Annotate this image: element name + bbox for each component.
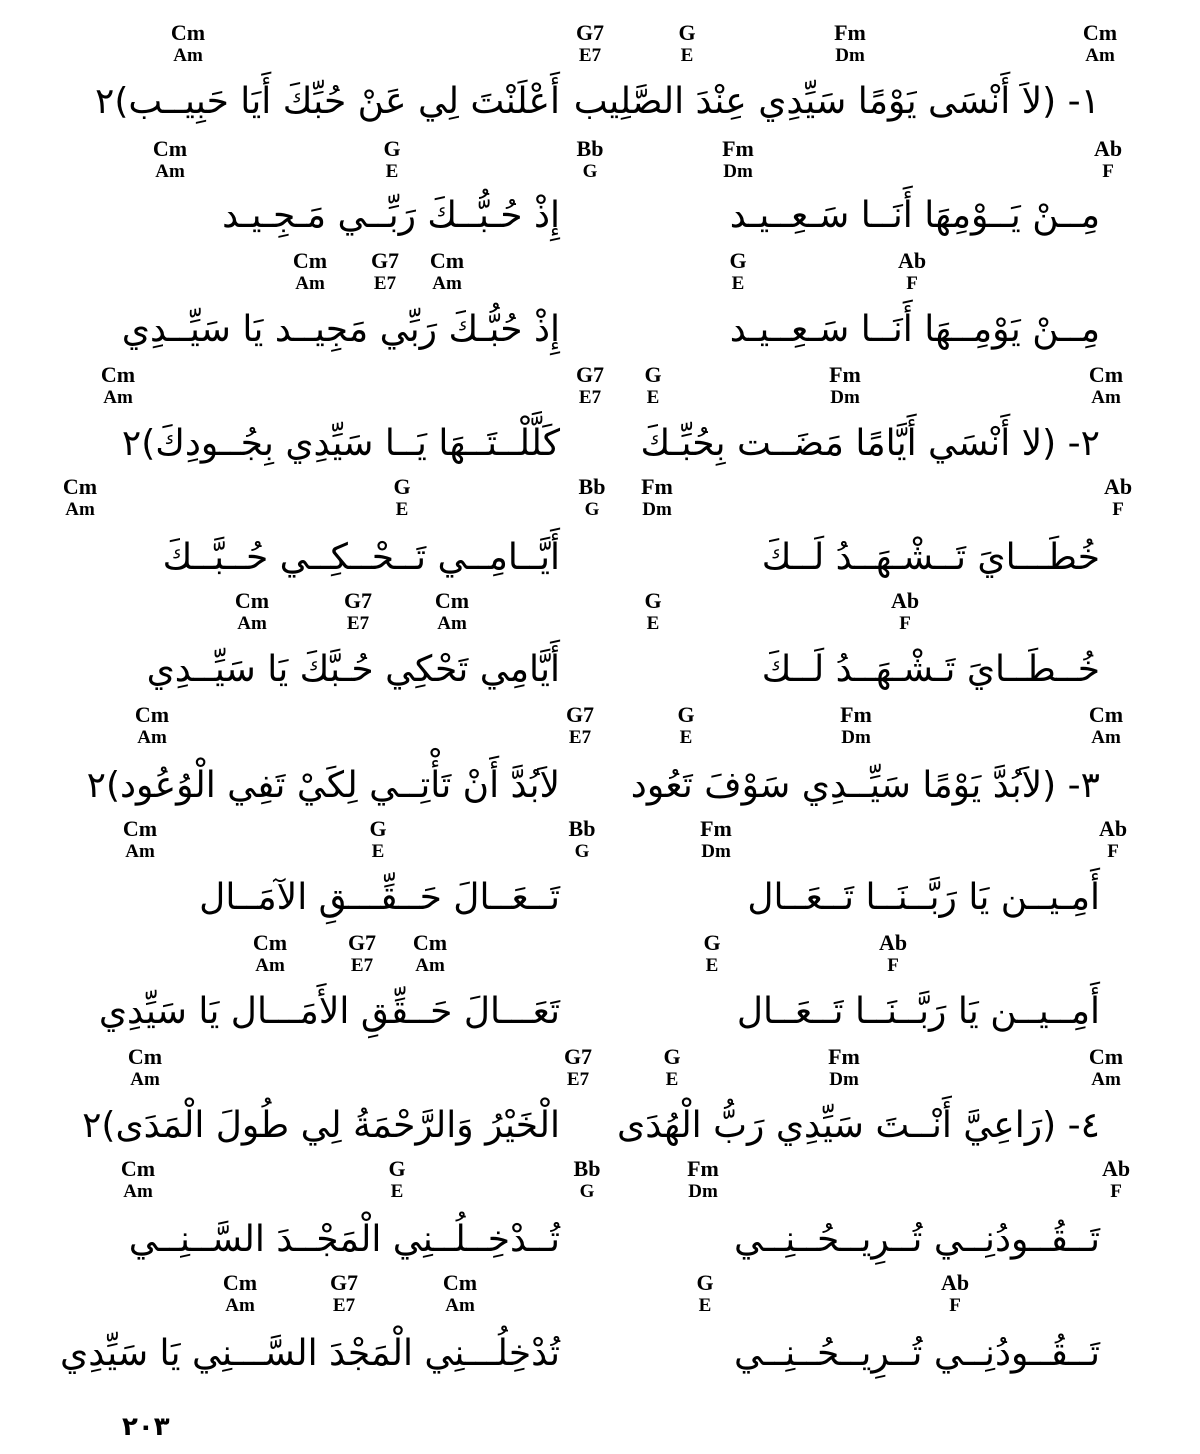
chord: G E — [703, 930, 721, 976]
chord: Cm Am — [127, 1044, 163, 1090]
chord: G E — [644, 588, 662, 634]
chord: Bb G — [568, 816, 596, 862]
lyric-line-left: كَلَّلْــتَــهَا يَــا سَيِّدِي بِجُــودِكَ)٢ — [121, 423, 560, 464]
lyric-line-left: إِذْ حُبُّـكَ رَبِّي مَجِيــد يَا سَيِّــدِي — [121, 309, 560, 350]
lyric-line-left: إِذْ حُـبُّــكَ رَبِّــي مَـجِـيـد — [222, 195, 560, 236]
lyric-line-right: تَــقُــودُنِــي تُــرِيــحُــنِــي — [734, 1219, 1100, 1260]
chord: G E — [369, 816, 387, 862]
chord: G E — [677, 702, 695, 748]
chord: Cm Am — [252, 930, 288, 976]
chord: Fm Dm — [722, 136, 754, 182]
chord: Cm Am — [1088, 362, 1124, 408]
chord: G E — [729, 248, 747, 294]
chord: Cm Am — [429, 248, 465, 294]
chord: G E — [678, 20, 696, 66]
chord: G E — [388, 1156, 406, 1202]
chord: Cm Am — [222, 1270, 258, 1316]
chord: Cm Am — [62, 474, 98, 520]
chord: Cm Am — [1082, 20, 1118, 66]
chord: Fm Dm — [687, 1156, 719, 1202]
chord: Cm Am — [122, 816, 158, 862]
lyric-line-left: الْخَيْرُ وَالرَّحْمَةُ لِي طُولَ الْمَدَى)٢ — [82, 1105, 560, 1146]
page-number: ٢٠٣ — [122, 1412, 170, 1442]
chord: G7 E7 — [575, 20, 605, 66]
chord: G7 E7 — [347, 930, 377, 976]
lyric-line-right: ٣- (لاَبُدَّ يَوْمًا سَيِّــدِي سَوْفَ تَعُود — [630, 765, 1100, 806]
chord: Fm Dm — [834, 20, 866, 66]
lyric-line-right: ٤- (رَاعِيَّ أَنْــتَ سَيِّدِي رَبُّ الْهُدَى — [617, 1105, 1100, 1146]
chord: Bb G — [578, 474, 606, 520]
chord: Fm Dm — [641, 474, 673, 520]
chord: Bb G — [576, 136, 604, 182]
chord: Ab F — [890, 588, 920, 634]
chord: Cm Am — [120, 1156, 156, 1202]
chord: G E — [696, 1270, 714, 1316]
lyric-line-right: مِــنْ يَــوْمِهَا أَنَــا سَـعِــيـد — [729, 195, 1100, 236]
chord: Cm Am — [412, 930, 448, 976]
lyric-line-right: تَــقُــودُنِــي تُــرِيــحُــنِــي — [734, 1333, 1100, 1374]
lyric-line-left: تَعَـــالَ حَــقِّقِ الأَمَـــال يَا سَيِّدِي — [98, 991, 560, 1032]
lyric-line-right: مِــنْ يَوْمِــهَا أَنَــا سَـعِــيـد — [729, 309, 1100, 350]
lyric-line-left: تُدْخِلُـــنِي الْمَجْدَ السَّـــنِي يَا سَيِّدِي — [60, 1333, 560, 1374]
chord: G E — [383, 136, 401, 182]
chord: Ab F — [878, 930, 908, 976]
chord: Fm Dm — [829, 362, 861, 408]
chord: G7 E7 — [343, 588, 373, 634]
chord: Cm Am — [442, 1270, 478, 1316]
lyric-line-left: أَعْلَنْتَ لِي عَنْ حُبِّكَ أَيَا حَبِيــب)٢ — [95, 81, 560, 122]
chord: Ab F — [1101, 1156, 1131, 1202]
chord: Cm Am — [234, 588, 270, 634]
chord: G E — [393, 474, 411, 520]
chord: Ab F — [1098, 816, 1128, 862]
chord: G7 E7 — [575, 362, 605, 408]
lyric-line-right: خُــطَــايَ تَـشْـهَــدُ لَــكَ — [761, 649, 1100, 690]
chord: Cm Am — [292, 248, 328, 294]
lyric-line-right: أَمِـيــن يَا رَبَّــنَــا تَــعَــال — [747, 877, 1100, 918]
chord: G E — [644, 362, 662, 408]
lyric-line-left: لاَبُدَّ أَنْ تَأْتِــي لِكَيْ تَفِي الْوُعُود)٢ — [86, 765, 560, 806]
chord: Cm Am — [1088, 1044, 1124, 1090]
chord: Fm Dm — [828, 1044, 860, 1090]
chord: G7 E7 — [370, 248, 400, 294]
chord: Ab F — [1093, 136, 1123, 182]
lyric-line-right: ٢- (لا أَنْسَي أَيَّامًا مَضَــت بِحُبِّـكَ — [640, 423, 1100, 464]
chord: Fm Dm — [700, 816, 732, 862]
lyric-line-right: خُطَـــايَ تَــشْـهَــدُ لَــكَ — [761, 537, 1100, 578]
chord: Bb G — [573, 1156, 601, 1202]
lyric-line-left: أَيَّامِي تَحْكِي حُـبَّكَ يَا سَيِّــدِي — [146, 649, 560, 690]
chord: Cm Am — [1088, 702, 1124, 748]
chord: Ab F — [897, 248, 927, 294]
lyric-line-left: تُــدْخِــلُــنِي الْمَجْــدَ السَّــنِــي — [128, 1219, 560, 1260]
chord: Cm Am — [152, 136, 188, 182]
chord: G7 E7 — [563, 1044, 593, 1090]
chord: Cm Am — [170, 20, 206, 66]
chord: Cm Am — [134, 702, 170, 748]
chord: Fm Dm — [840, 702, 872, 748]
chord: Cm Am — [100, 362, 136, 408]
chord: G7 E7 — [565, 702, 595, 748]
lyric-line-right: ١- (لاَ أَنْسَى يَوْمًا سَيِّدِي عِنْدَ الصَّلِيب — [573, 81, 1100, 122]
chord: Cm Am — [434, 588, 470, 634]
lyric-line-left: تَــعَــالَ حَــقِّـــقِ الآمَــال — [199, 877, 560, 918]
chord: G7 E7 — [329, 1270, 359, 1316]
chord: Ab F — [940, 1270, 970, 1316]
chord: Ab F — [1103, 474, 1133, 520]
lyric-line-right: أَمِــيــن يَا رَبَّــنَــا تَــعَــال — [736, 991, 1100, 1032]
lyric-line-left: أَيَّــامِــي تَــحْــكِــي حُــبَّــكَ — [162, 537, 560, 578]
chord: G E — [663, 1044, 681, 1090]
